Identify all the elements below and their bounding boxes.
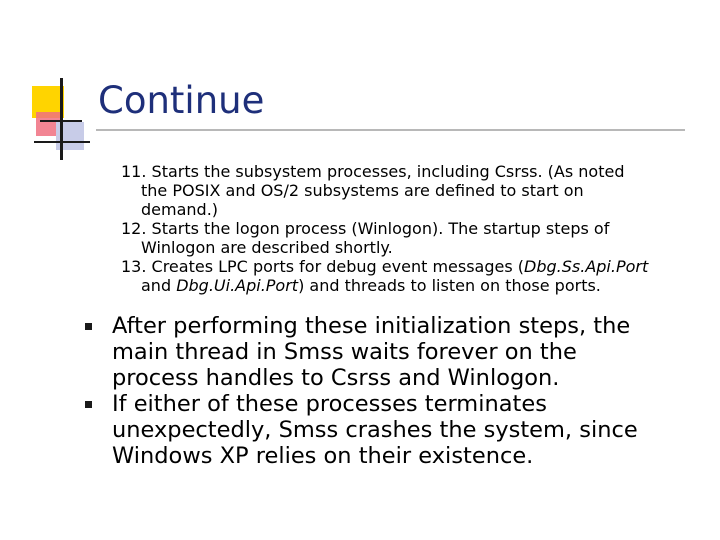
subitem-line: demand.) [141, 200, 219, 219]
square-bullet-icon [85, 401, 92, 408]
logo-horizontal-bar [34, 141, 90, 143]
port-name: Dbg.Ss.Api.Port [524, 257, 649, 276]
bullet-line: After performing these initialization steps, the [112, 313, 631, 339]
square-bullet-icon [85, 323, 92, 330]
subitem-text: and [141, 276, 177, 295]
logo-vertical-bar [60, 78, 63, 160]
bullet-line: process handles to Csrss and Winlogon. [112, 365, 560, 391]
bullet-item [85, 313, 705, 391]
slide-title: Continue [98, 79, 265, 122]
bullet-line: main thread in Smss waits forever on the [112, 339, 577, 365]
port-name: Dbg.Ui.Api.Port [176, 276, 299, 295]
subitem-line: 11. Starts the subsystem processes, including Csrss. (As noted [121, 162, 625, 181]
title-divider [96, 129, 685, 131]
bullet-line: Windows XP relies on their existence. [112, 443, 534, 469]
bullet-line: unexpectedly, Smss crashes the system, since [112, 417, 638, 443]
subitem-line [104, 257, 694, 276]
subitem-11 [104, 162, 694, 219]
numbered-subitems [104, 162, 694, 295]
subitem-line: the POSIX and OS/2 subsystems are defined to start on [141, 181, 584, 200]
subitem-13 [104, 257, 694, 295]
subitem-text: ) and threads to listen on those ports. [298, 276, 601, 295]
bullet-item [85, 391, 705, 469]
subitem-line: Winlogon are described shortly. [141, 238, 393, 257]
subitem-text: 13. Creates LPC ports for debug event messages ( [121, 257, 525, 276]
bullet-line: If either of these processes terminates [112, 391, 547, 417]
subitem-12 [104, 219, 694, 257]
subitem-line: 12. Starts the logon process (Winlogon). The startup steps of [121, 219, 610, 238]
subitem-line [104, 276, 694, 295]
bullet-list [85, 313, 705, 469]
logo-horizontal-bar [40, 120, 82, 122]
